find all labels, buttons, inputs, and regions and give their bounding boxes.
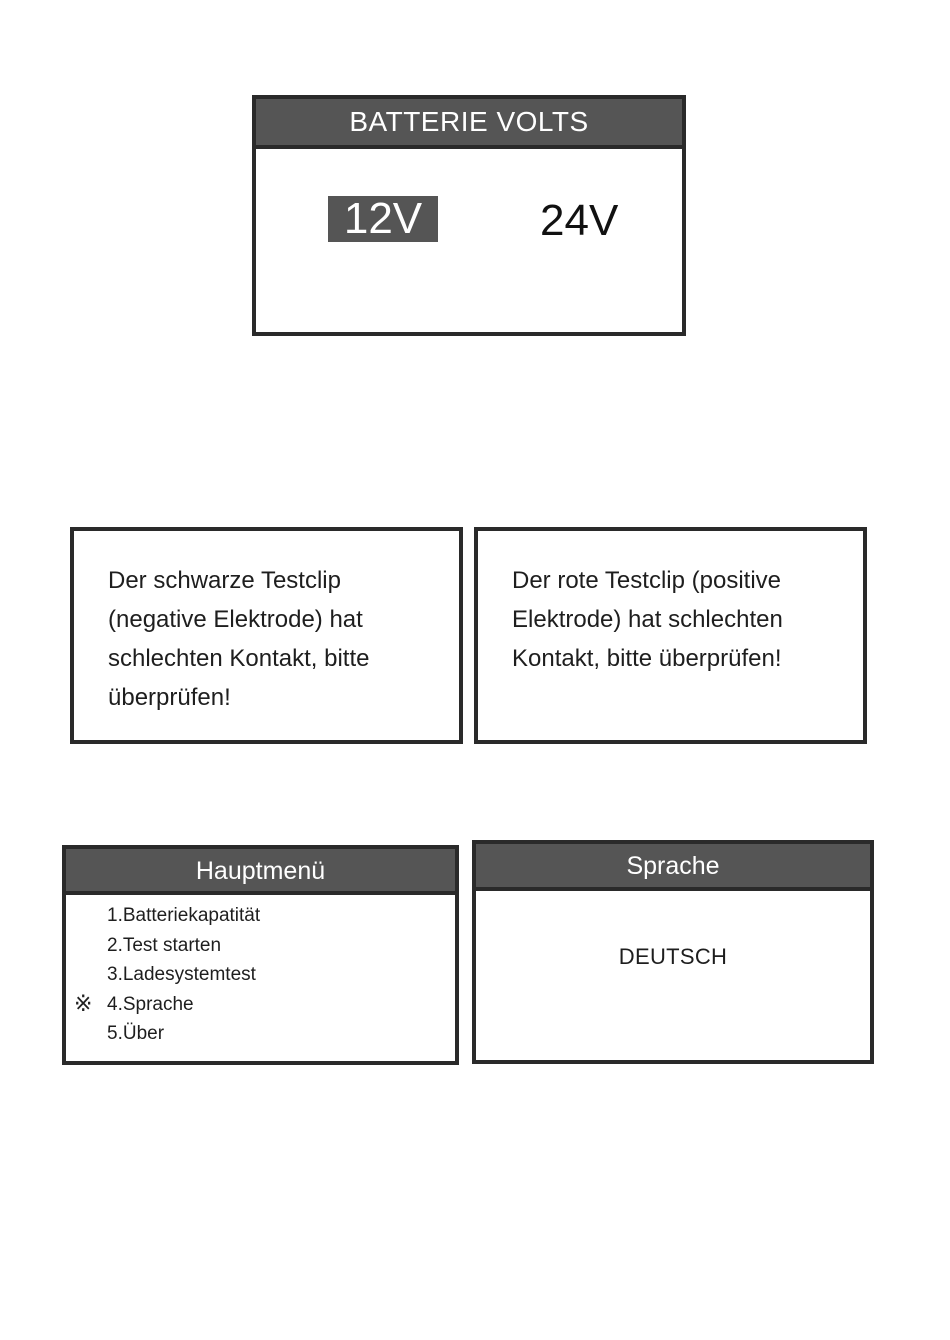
black-clip-line: (negative Elektrode) hat: [108, 606, 363, 633]
battery-volts-title: BATTERIE VOLTS: [256, 99, 682, 149]
black-clip-warning-screen: [70, 527, 463, 744]
red-clip-line: Elektrode) hat schlechten: [512, 606, 783, 633]
menu-item-start-test[interactable]: [66, 931, 455, 961]
option-24v[interactable]: 24V: [540, 196, 619, 245]
main-menu-list: [66, 901, 455, 1049]
language-screen: [472, 840, 874, 1064]
selection-marker-icon: ※: [74, 991, 93, 1017]
menu-item-label: 2.Test starten: [107, 934, 222, 956]
menu-item-battery-capacity[interactable]: [66, 901, 455, 931]
menu-item-label: 4.Sprache: [107, 993, 194, 1015]
red-clip-warning-screen: [474, 527, 867, 744]
language-value[interactable]: DEUTSCH: [618, 944, 728, 969]
menu-item-about[interactable]: [66, 1019, 455, 1049]
main-menu-screen: [62, 845, 459, 1065]
option-12v[interactable]: 12V: [328, 196, 438, 242]
black-clip-line: Der schwarze Testclip: [108, 567, 341, 594]
red-clip-line: Der rote Testclip (positive: [512, 567, 781, 594]
menu-item-label: 5.Über: [107, 1023, 165, 1044]
black-clip-line: überprüfen!: [108, 684, 231, 711]
language-title: Sprache: [476, 844, 870, 891]
menu-item-label: 3.Ladesystemtest: [107, 964, 256, 985]
black-clip-line: schlechten Kontakt, bitte: [108, 645, 370, 672]
battery-volts-screen: [252, 95, 686, 336]
black-clip-message: [108, 561, 439, 717]
menu-item-charging-system-test[interactable]: [66, 960, 455, 990]
red-clip-message: [512, 561, 843, 678]
red-clip-line: Kontakt, bitte überprüfen!: [512, 645, 782, 672]
main-menu-title: Hauptmenü: [66, 849, 455, 895]
menu-item-label: 1.Batteriekapatität: [107, 905, 261, 926]
menu-item-language[interactable]: [66, 990, 455, 1020]
